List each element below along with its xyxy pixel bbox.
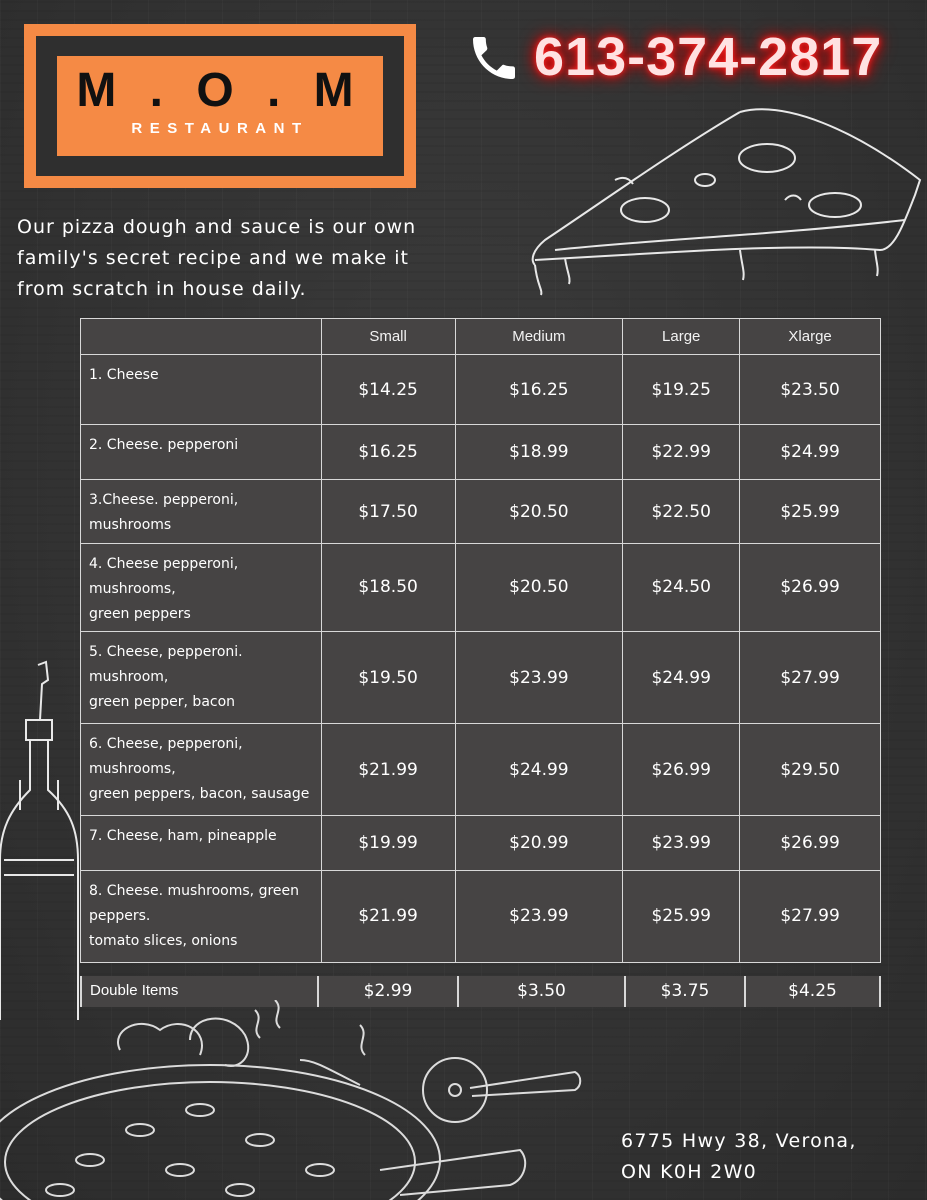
double-price-small: $2.99 (319, 976, 459, 1007)
header-medium: Medium (455, 319, 623, 355)
table-header-row (81, 319, 881, 355)
price-small: $14.25 (321, 355, 455, 425)
table-row (81, 355, 881, 425)
price-small: $19.99 (321, 816, 455, 870)
header-item (81, 319, 322, 355)
table-row (81, 425, 881, 480)
double-items-label: Double Items (80, 976, 319, 1007)
double-items-row (80, 976, 881, 1007)
item-name: 3.Cheese. pepperoni, mushrooms (81, 480, 322, 543)
price-large: $24.99 (623, 631, 740, 723)
price-medium: $24.99 (455, 724, 623, 816)
price-small: $21.99 (321, 870, 455, 962)
table-row (81, 724, 881, 816)
price-xlarge: $23.50 (740, 355, 881, 425)
item-name: 7. Cheese, ham, pineapple (81, 816, 322, 870)
price-medium: $23.99 (455, 631, 623, 723)
intro-text (17, 212, 507, 305)
table-row (81, 816, 881, 870)
price-large: $23.99 (623, 816, 740, 870)
price-small: $19.50 (321, 631, 455, 723)
address-line-2: ON K0H 2W0 (621, 1161, 758, 1183)
logo-panel (57, 56, 383, 156)
price-medium: $23.99 (455, 870, 623, 962)
double-price-medium: $3.50 (459, 976, 626, 1007)
price-large: $26.99 (623, 724, 740, 816)
price-medium: $20.99 (455, 816, 623, 870)
double-price-large: $3.75 (626, 976, 746, 1007)
price-xlarge: $24.99 (740, 425, 881, 480)
oil-bottle-sketch (0, 660, 90, 1020)
price-small: $18.50 (321, 543, 455, 631)
price-xlarge: $26.99 (740, 816, 881, 870)
intro-line-2: family's secret recipe and we make it (17, 247, 409, 269)
logo-subtitle: RESTAURANT (131, 120, 309, 137)
double-price-xlarge: $4.25 (746, 976, 881, 1007)
pizza-sketch (0, 1000, 600, 1200)
item-name: 5. Cheese, pepperoni. mushroom, green pepper, bacon (81, 631, 322, 723)
address (621, 1126, 857, 1188)
item-name: 1. Cheese (81, 355, 322, 425)
item-name: 6. Cheese, pepperoni, mushrooms, green peppers, bacon, sausage (81, 724, 322, 816)
price-medium: $20.50 (455, 480, 623, 543)
price-large: $22.50 (623, 480, 740, 543)
item-name: 8. Cheese. mushrooms, green peppers. tomato slices, onions (81, 870, 322, 962)
intro-line-3: from scratch in house daily. (17, 278, 307, 300)
price-small: $17.50 (321, 480, 455, 543)
price-xlarge: $26.99 (740, 543, 881, 631)
item-name: 2. Cheese. pepperoni (81, 425, 322, 480)
price-medium: $20.50 (455, 543, 623, 631)
price-medium: $18.99 (455, 425, 623, 480)
price-xlarge: $27.99 (740, 631, 881, 723)
table-row (81, 480, 881, 543)
price-small: $21.99 (321, 724, 455, 816)
header-xlarge: Xlarge (740, 319, 881, 355)
address-line-1: 6775 Hwy 38, Verona, (621, 1130, 857, 1152)
price-large: $24.50 (623, 543, 740, 631)
phone-icon (466, 30, 522, 86)
restaurant-logo (24, 24, 416, 188)
phone-number[interactable]: 613-374-2817 (534, 27, 883, 87)
item-name: 4. Cheese pepperoni, mushrooms, green peppers (81, 543, 322, 631)
price-large: $19.25 (623, 355, 740, 425)
table-row (81, 870, 881, 962)
price-medium: $16.25 (455, 355, 623, 425)
logo-title: M . O . M (76, 64, 364, 117)
price-small: $16.25 (321, 425, 455, 480)
table-row (81, 631, 881, 723)
intro-line-1: Our pizza dough and sauce is our own (17, 216, 417, 238)
table-row (81, 543, 881, 631)
price-xlarge: $29.50 (740, 724, 881, 816)
price-large: $25.99 (623, 870, 740, 962)
header-large: Large (623, 319, 740, 355)
price-large: $22.99 (623, 425, 740, 480)
header-small: Small (321, 319, 455, 355)
price-xlarge: $27.99 (740, 870, 881, 962)
price-xlarge: $25.99 (740, 480, 881, 543)
pizza-slice-sketch (525, 100, 925, 300)
pizza-price-table (80, 318, 881, 963)
